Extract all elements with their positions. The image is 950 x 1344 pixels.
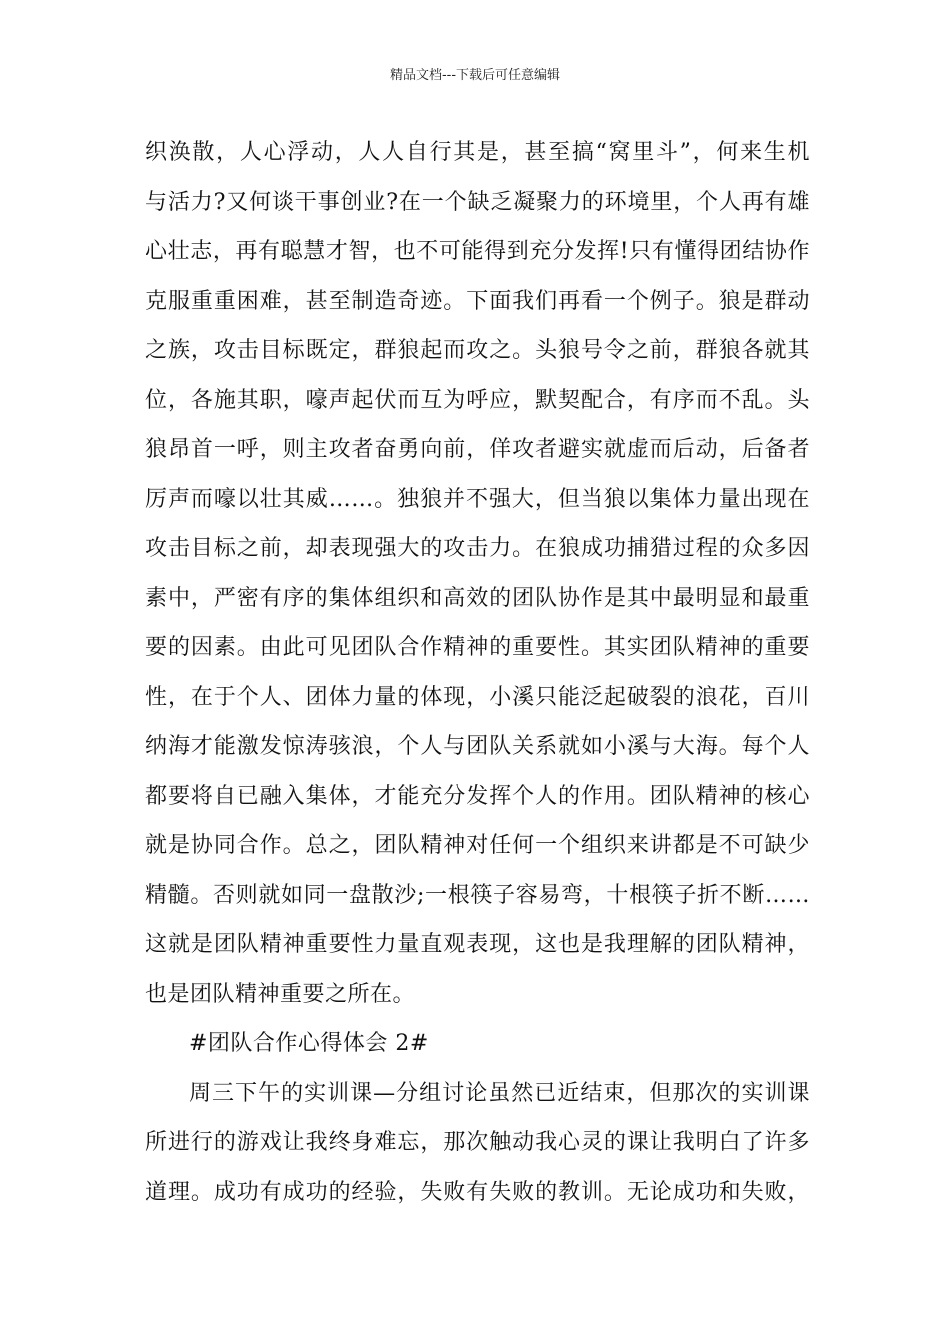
text-line: 与活力?又何谈干事创业?在一个缺乏凝聚力的环境里，个人再有雄 [145, 189, 810, 215]
text-line: 所进行的游戏让我终身难忘，那次触动我心灵的课让我明白了许多 [145, 1130, 810, 1155]
text-line: 也是团队精神重要之所在。 [145, 981, 416, 1007]
section-heading: #团队合作心得体会 2# [189, 1031, 429, 1056]
text-line: 攻击目标之前，却表现强大的攻击力。在狼成功捕猎过程的众多因 [145, 536, 810, 561]
text-line: 就是协同合作。总之，团队精神对任何一个组织来讲都是不可缺少 [145, 833, 810, 858]
text-line: 性，在于个人、团体力量的体现，小溪只能泛起破裂的浪花，百川 [145, 684, 810, 710]
text-line: 精髓。否则就如同一盘散沙;一根筷子容易弯，十根筷子折不断…… [145, 882, 810, 908]
text-line: 狼昂首一呼，则主攻者奋勇向前，佯攻者避实就虚而后动，后备者 [145, 437, 810, 462]
text-line: 要的因素。由此可见团队合作精神的重要性。其实团队精神的重要 [145, 635, 810, 660]
text-line: 厉声而嚎以壮其威……。独狼并不强大，但当狼以集体力量出现在 [145, 486, 810, 512]
paragraph-first-line: 周三下午的实训课—分组讨论虽然已近结束，但那次的实训课 [189, 1080, 810, 1106]
text-line: 这就是团队精神重要性力量直观表现，这也是我理解的团队精神， [145, 932, 810, 957]
text-line: 都要将自已融入集体，才能充分发挥个人的作用。团队精神的核心 [145, 783, 810, 809]
page-header: 精品文档---下载后可任意编辑 [389, 68, 561, 83]
text-line: 之族，攻击目标既定，群狼起而攻之。头狼号令之前，群狼各就其 [145, 338, 810, 363]
body-text [145, 128, 810, 1217]
text-line: 克服重重困难，甚至制造奇迹。下面我们再看一个例子。狼是群动 [145, 288, 810, 314]
text-line: 道理。成功有成功的经验，失败有失败的教训。无论成功和失败， [145, 1179, 810, 1205]
text-line: 织涣散，人心浮动，人人自行其是，甚至搞“窝里斗”，何来生机 [145, 140, 810, 165]
text-line: 纳海才能激发惊涛骇浪，个人与团队关系就如小溪与大海。每个人 [145, 734, 810, 759]
text-line: 心壮志，再有聪慧才智，也不可能得到充分发挥!只有懂得团结协作 [145, 239, 810, 264]
text-line: 位，各施其职，嚎声起伏而互为呼应，默契配合，有序而不乱。头 [145, 387, 810, 413]
text-line: 素中，严密有序的集体组织和高效的团队协作是其中最明显和最重 [145, 585, 810, 611]
